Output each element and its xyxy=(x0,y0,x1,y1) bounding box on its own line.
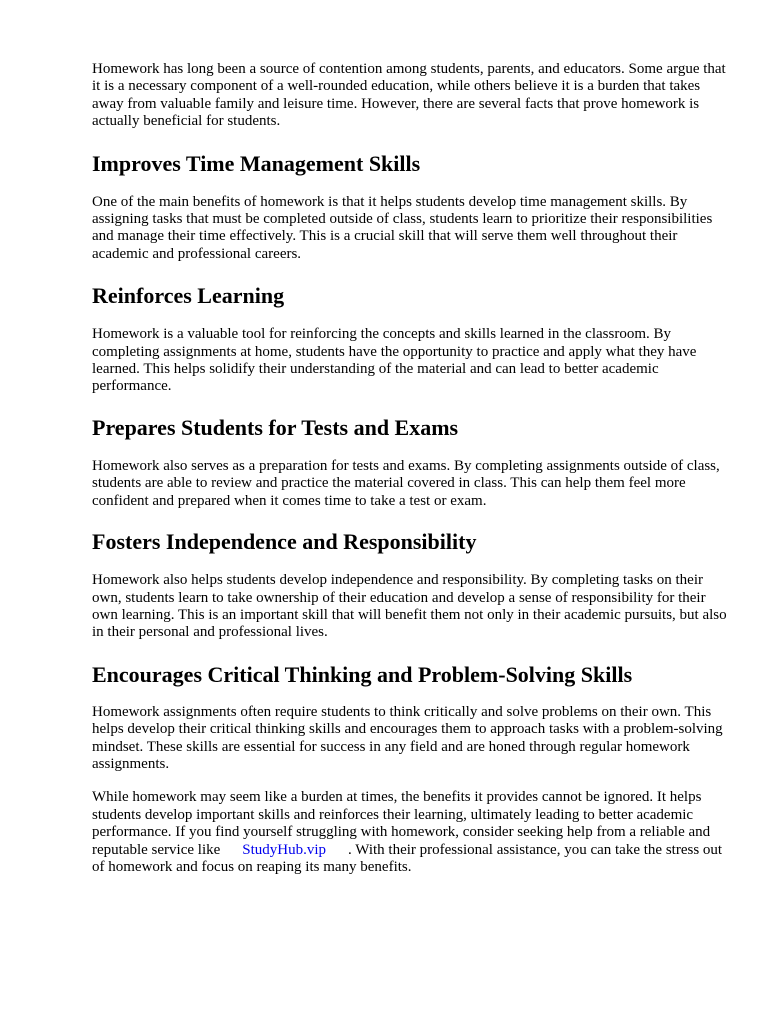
heading-reinforces-learning: Reinforces Learning xyxy=(92,283,285,309)
heading-tests-exams: Prepares Students for Tests and Exams xyxy=(92,414,459,440)
paragraph-critical-thinking: Homework assignments often require students to think critically and solve problems on their own. This helps develop their critical thinking skills and encourages them to approach tasks with a problem-solving mindset. These skills are essential for success in any field and are honed through regular homework assignments. xyxy=(92,703,723,772)
studyhub-link[interactable]: StudyHub.vip xyxy=(242,841,327,858)
conclusion-paragraph xyxy=(92,789,732,876)
heading-time-management: Improves Time Management Skills xyxy=(92,150,421,176)
paragraph-independence: Homework also helps students develop independence and responsibility. By completing tasks on their own, students learn to take ownership of their education and develop a sense of responsibility for their own learning. This is an important skill that will benefit them not only in their academic pursuits, but also in their personal and professional lives. xyxy=(92,572,727,641)
heading-independence: Fosters Independence and Responsibility xyxy=(92,529,477,555)
paragraph-time-management: One of the main benefits of homework is that it helps students develop time management skills. By assigning tasks that must be completed outside of class, students learn to prioritize their responsibilities and manage their time effectively. This is a crucial skill that will serve them well throughout their academic and professional careers. xyxy=(92,193,713,262)
document-page xyxy=(92,61,732,876)
paragraph-reinforces-learning: Homework is a valuable tool for reinforcing the concepts and skills learned in the classroom. By completing assignments at home, students have the opportunity to practice and apply what they have learned. This helps solidify their understanding of the material and can lead to better academic performance. xyxy=(92,326,697,395)
intro-paragraph: Homework has long been a source of contention among students, parents, and educators. Some argue that it is a necessary component of a well-rounded education, while others believe it is a burden that takes away from valuable family and leisure time. However, there are several facts that prove homework is actually beneficial for students. xyxy=(92,61,726,130)
conclusion-text-after-link: . With their professional assistance, you can take the stress out of homework and focus on reaping its many benefits. xyxy=(92,841,723,875)
paragraph-tests-exams: Homework also serves as a preparation for tests and exams. By completing assignments outside of class, students are able to review and practice the material covered in class. This can help them feel more confident and prepared when it comes time to take a test or exam. xyxy=(92,457,720,509)
heading-critical-thinking: Encourages Critical Thinking and Problem-Solving Skills xyxy=(92,661,633,687)
conclusion-text-before-link: While homework may seem like a burden at times, the benefits it provides cannot be ignored. It helps students develop important skills and reinforces their learning, ultimately leading to better academic performance. If you find yourself struggling with homework, consider seeking help from a reliable and reputable service like xyxy=(92,789,711,858)
